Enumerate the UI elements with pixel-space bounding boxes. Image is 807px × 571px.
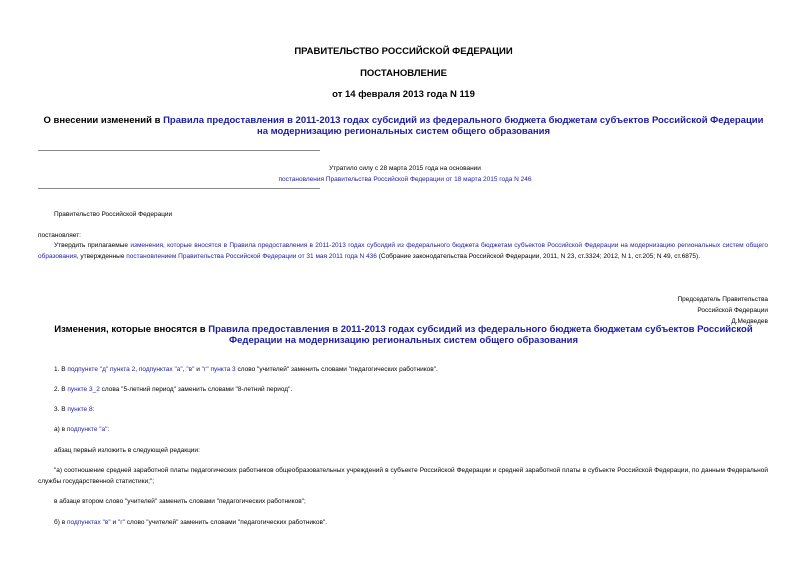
item-3b	[38, 518, 768, 529]
item-1-link-2[interactable]: подпунктах "а"	[138, 366, 183, 373]
item-3b-text: б) в	[54, 519, 67, 526]
decrees-line: постановляет:	[38, 232, 81, 239]
signature-block	[677, 294, 768, 327]
signature-position-2: Российской Федерации	[697, 307, 768, 314]
item-1-rest: слово "учителей" заменить словами "педагогических работников".	[235, 366, 438, 373]
item-2-link[interactable]: пункте 3_2	[67, 386, 100, 393]
decree-436-link[interactable]: постановлением Правительства Российской Федерации от 31 мая 2011 года N 436	[126, 252, 377, 260]
item-1-link-3[interactable]: "в"	[186, 366, 195, 373]
item-2	[38, 385, 768, 396]
item-3b-link-2[interactable]: "г"	[117, 519, 125, 526]
government-line: Правительство Российской Федерации	[54, 211, 173, 218]
item-3a	[38, 425, 768, 436]
item-1-sep-3: и	[194, 366, 202, 373]
approve-text-a: Утвердить прилагаемые	[54, 242, 131, 249]
changes-title-prefix: Изменения, которые вносятся в	[54, 324, 209, 335]
document-type-heading: ПОСТАНОВЛЕНИЕ	[360, 68, 447, 79]
quoted-new-text: "а) соотношение средней заработной платы педагогических работников общеобразовательных учреждений в субъекте Российской Федерации и средней заработной платы в субъекте Российской Федерации, по данным Федеральной службы государственной статистики;";	[38, 467, 768, 485]
item-3a-text: а) в	[54, 426, 67, 433]
approve-text-b: , утвержденные	[76, 252, 127, 260]
changes-link[interactable]: изменения, которые вносятся в Правила предоставления в 2011-2013 годах субсидий из федерального бюджета бюджетам субъектов Российской Федерации на модернизацию региональных систем общего образования	[38, 242, 768, 260]
document-title	[40, 115, 767, 137]
item-3-link[interactable]: пункте 8	[67, 406, 93, 413]
item-3-text: 3. В	[54, 406, 68, 413]
item-1-link-1[interactable]: подпункте "д" пункта 2	[67, 366, 136, 373]
item-3b-link-1[interactable]: подпунктах "в"	[66, 519, 111, 526]
issuer-heading: ПРАВИТЕЛЬСТВО РОССИЙСКОЙ ФЕДЕРАЦИИ	[294, 46, 513, 57]
document-title-link[interactable]: Правила предоставления в 2011-2013 годах субсидий из федерального бюджета бюджетам субъектов Российской Федерации на модернизацию региональных систем общего образования	[163, 115, 764, 137]
paragraph-second-abz: в абзаце втором слово "учителей" заменить словами "педагогических работников";	[54, 498, 306, 505]
bottom-divider	[38, 188, 320, 189]
item-3a-link[interactable]: подпункте "а"	[66, 426, 108, 433]
item-2-text: 2. В	[54, 386, 68, 393]
lost-force-text: Утратило силу с 28 марта 2015 года на основании	[329, 165, 481, 172]
item-1-text: 1. В	[54, 366, 68, 373]
item-1-link-4[interactable]: "г" пункта 3	[201, 366, 236, 373]
item-1	[38, 365, 768, 376]
lost-force-link[interactable]: постановления Правительства Российской Федерации от 18 марта 2015 года N 246	[278, 176, 532, 183]
document-date-heading: от 14 февраля 2013 года N 119	[332, 89, 475, 100]
item-3-rest: :	[92, 406, 95, 413]
item-1-sep-1: ,	[135, 366, 139, 373]
lost-force-note	[240, 163, 570, 185]
item-3a-rest: :	[107, 426, 110, 433]
approve-paragraph	[38, 241, 768, 262]
signature-position: Председатель Правительства	[677, 296, 768, 303]
changes-title-link[interactable]: Правила предоставления в 2011-2013 годах субсидий из федерального бюджета бюджетам субъектов Российской Федерации на модернизацию региональных систем общего образования	[208, 324, 753, 346]
item-3	[38, 405, 768, 416]
item-3b-sep: и	[110, 519, 118, 526]
item-1-sep-2: ,	[182, 366, 187, 373]
approve-text-c: (Собрание законодательства Российской Федерации, 2011, N 23, ст.3324; 2012, N 1, ст.205; N 49, ст.6875).	[376, 252, 701, 260]
item-3b-rest: слово "учителей" заменить словами "педагогических работников".	[124, 519, 328, 526]
signature-name: Д.Медведев	[731, 318, 768, 325]
changes-title	[40, 324, 767, 346]
document-title-prefix: О внесении изменений в	[43, 115, 164, 126]
item-2-rest: слова "5-летний период" заменить словами "8-летний период".	[99, 386, 293, 393]
paragraph-first-abz: абзац первый изложить в следующей редакции:	[54, 447, 200, 454]
top-divider	[38, 150, 320, 151]
